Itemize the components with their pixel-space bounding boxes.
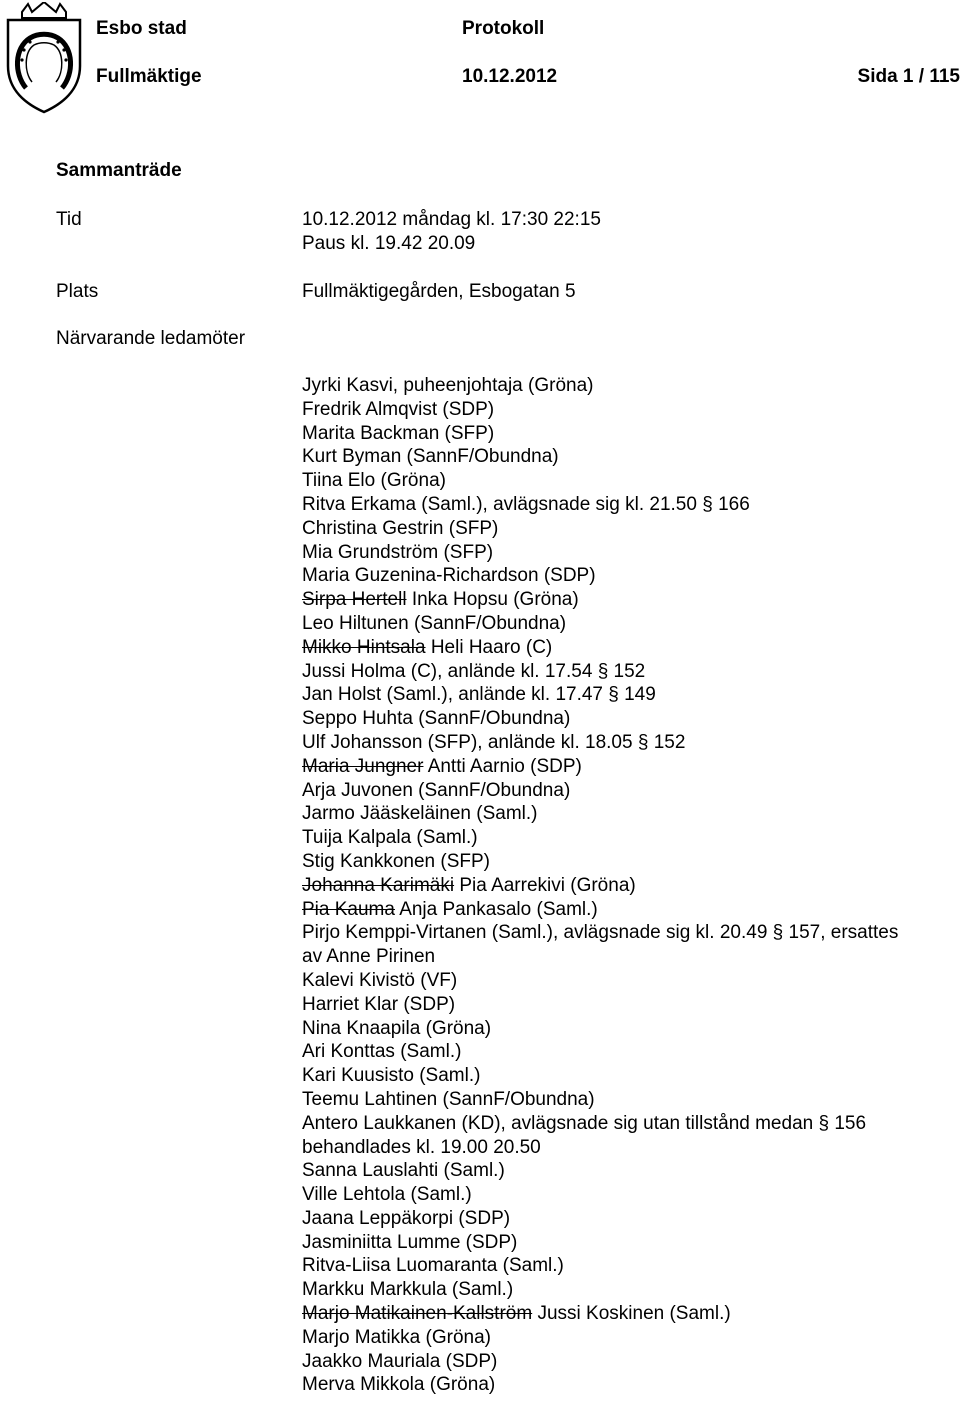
list-item bbox=[302, 921, 957, 945]
member-text: Teemu Lahtinen (SannF/Obundna) bbox=[302, 1088, 595, 1110]
member-text: Pia Aarrekivi (Gröna) bbox=[459, 874, 636, 896]
member-text: Ville Lehtola (Saml.) bbox=[302, 1184, 472, 1206]
member-text: Christina Gestrin (SFP) bbox=[302, 517, 499, 539]
list-item bbox=[302, 993, 957, 1017]
list-item bbox=[302, 541, 957, 565]
member-text: Jasminiitta Lumme (SDP) bbox=[302, 1231, 518, 1253]
place-value: Fullmäktigegården, Esbogatan 5 bbox=[302, 281, 576, 302]
member-text: Ari Konttas (Saml.) bbox=[302, 1041, 462, 1063]
body-name: Fullmäktige bbox=[96, 66, 202, 87]
list-item bbox=[302, 612, 957, 636]
member-text: Jaakko Mauriala (SDP) bbox=[302, 1350, 498, 1372]
struck-name: Pia Kauma bbox=[302, 898, 395, 920]
time-label: Tid bbox=[56, 209, 82, 230]
meeting-date: 10.12.2012 bbox=[462, 66, 558, 87]
list-item bbox=[302, 398, 957, 422]
list-item bbox=[302, 517, 957, 541]
list-item bbox=[302, 1302, 957, 1326]
list-item bbox=[302, 850, 957, 874]
list-item bbox=[302, 1040, 957, 1064]
list-item bbox=[302, 445, 957, 469]
list-item bbox=[302, 1207, 957, 1231]
list-item bbox=[302, 898, 957, 922]
list-item bbox=[302, 469, 957, 493]
list-item bbox=[302, 969, 957, 993]
member-text: Arja Juvonen (SannF/Obundna) bbox=[302, 779, 571, 801]
member-text: Jaana Leppäkorpi (SDP) bbox=[302, 1207, 511, 1229]
member-text: Jussi Holma (C), anlände kl. 17.54 § 152 bbox=[302, 660, 646, 682]
member-text: Jussi Koskinen (Saml.) bbox=[537, 1303, 731, 1325]
member-text: Ulf Johansson (SFP), anlände kl. 18.05 § 152 bbox=[302, 731, 686, 753]
member-text: Leo Hiltunen (SannF/Obundna) bbox=[302, 612, 567, 634]
member-text: Sanna Lauslahti (Saml.) bbox=[302, 1160, 505, 1182]
place-label: Plats bbox=[56, 281, 99, 302]
list-item bbox=[302, 826, 957, 850]
member-text: Antti Aarnio (SDP) bbox=[427, 755, 582, 777]
list-item bbox=[302, 802, 957, 826]
member-text: Pirjo Kemppi-Virtanen (Saml.), avlägsnade sig kl. 20.49 § 157, ersattes bbox=[302, 922, 899, 944]
member-text: Kalevi Kivistö (VF) bbox=[302, 969, 458, 991]
list-item bbox=[302, 1017, 957, 1041]
present-members-label: Närvarande ledamöter bbox=[56, 328, 246, 349]
list-item bbox=[302, 1064, 957, 1088]
member-text: Stig Kankkonen (SFP) bbox=[302, 850, 490, 872]
member-text: Jyrki Kasvi, puheenjohtaja (Gröna) bbox=[302, 375, 594, 396]
member-text: Kurt Byman (SannF/Obundna) bbox=[302, 446, 559, 468]
page-number: Sida 1 / 115 bbox=[857, 66, 960, 87]
member-text: behandlades kl. 19.00 20.50 bbox=[302, 1136, 541, 1158]
list-item bbox=[302, 1231, 957, 1255]
member-text: Seppo Huhta (SannF/Obundna) bbox=[302, 708, 571, 730]
member-list bbox=[302, 374, 957, 1397]
member-text: Mia Grundström (SFP) bbox=[302, 541, 494, 563]
member-text: Marita Backman (SFP) bbox=[302, 422, 495, 444]
list-item bbox=[302, 636, 957, 660]
member-text: av Anne Pirinen bbox=[302, 946, 436, 968]
city-crest-icon bbox=[2, 2, 86, 114]
list-item bbox=[302, 374, 957, 398]
list-item bbox=[302, 1326, 957, 1350]
member-text: Marjo Matikka (Gröna) bbox=[302, 1326, 491, 1348]
list-item bbox=[302, 1112, 957, 1136]
member-text: Heli Haaro (C) bbox=[430, 636, 553, 658]
member-text: Markku Markkula (Saml.) bbox=[302, 1279, 514, 1301]
list-item bbox=[302, 874, 957, 898]
list-item bbox=[302, 1373, 957, 1397]
list-item bbox=[302, 1159, 957, 1183]
list-item bbox=[302, 683, 957, 707]
member-text: Jarmo Jääskeläinen (Saml.) bbox=[302, 803, 538, 825]
list-item bbox=[302, 779, 957, 803]
list-item bbox=[302, 1088, 957, 1112]
list-item bbox=[302, 755, 957, 779]
struck-name: Mikko Hintsala bbox=[302, 636, 426, 658]
member-text: Harriet Klar (SDP) bbox=[302, 993, 456, 1015]
member-text: Ritva Erkama (Saml.), avlägsnade sig kl. 21.50 § 166 bbox=[302, 493, 750, 515]
section-heading: Sammanträde bbox=[56, 160, 182, 181]
list-item bbox=[302, 1350, 957, 1374]
list-item bbox=[302, 731, 957, 755]
list-item bbox=[302, 1183, 957, 1207]
member-text: Anja Pankasalo (Saml.) bbox=[399, 898, 598, 920]
member-text: Maria Guzenina-Richardson (SDP) bbox=[302, 565, 596, 587]
list-item bbox=[302, 660, 957, 684]
pause-value: Paus kl. 19.42 20.09 bbox=[302, 233, 476, 254]
member-text: Merva Mikkola (Gröna) bbox=[302, 1374, 496, 1396]
member-text: Ritva-Liisa Luomaranta (Saml.) bbox=[302, 1255, 564, 1277]
list-item bbox=[302, 422, 957, 446]
member-text: Tuija Kalpala (Saml.) bbox=[302, 827, 478, 849]
list-item bbox=[302, 1254, 957, 1278]
struck-name: Maria Jungner bbox=[302, 755, 424, 777]
member-text: Antero Laukkanen (KD), avlägsnade sig utan tillstånd medan § 156 bbox=[302, 1112, 867, 1134]
time-value: 10.12.2012 måndag kl. 17:30 22:15 bbox=[302, 209, 601, 230]
member-text: Jan Holst (Saml.), anlände kl. 17.47 § 149 bbox=[302, 684, 656, 706]
list-item bbox=[302, 588, 957, 612]
list-item bbox=[302, 707, 957, 731]
member-text: Inka Hopsu (Gröna) bbox=[411, 589, 579, 611]
member-text: Fredrik Almqvist (SDP) bbox=[302, 398, 495, 420]
struck-name: Johanna Karimäki bbox=[302, 874, 455, 896]
list-item bbox=[302, 1278, 957, 1302]
member-text: Kari Kuusisto (Saml.) bbox=[302, 1065, 481, 1087]
member-text: Tiina Elo (Gröna) bbox=[302, 470, 446, 492]
document-type: Protokoll bbox=[462, 18, 545, 39]
list-item bbox=[302, 1136, 957, 1160]
organization-name: Esbo stad bbox=[96, 18, 187, 39]
struck-name: Marjo Matikainen-Kallström bbox=[302, 1303, 533, 1325]
list-item bbox=[302, 564, 957, 588]
member-text: Nina Knaapila (Gröna) bbox=[302, 1017, 492, 1039]
list-item bbox=[302, 945, 957, 969]
list-item bbox=[302, 493, 957, 517]
struck-name: Sirpa Hertell bbox=[302, 589, 407, 611]
